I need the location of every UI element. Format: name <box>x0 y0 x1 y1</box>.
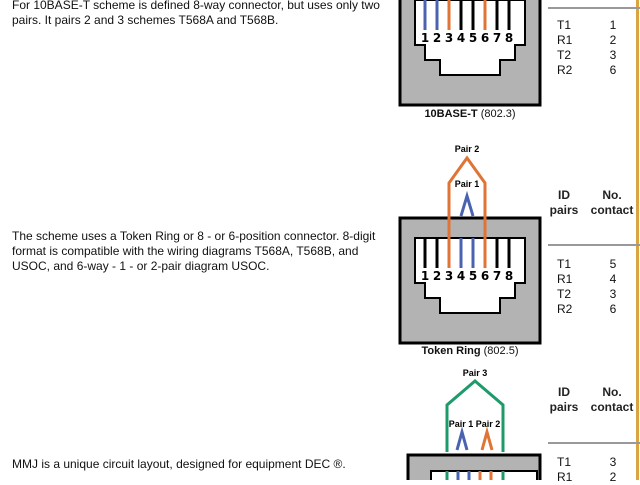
divider <box>548 7 640 9</box>
pair-id: R1 <box>557 470 573 484</box>
contact-number: 3 <box>609 287 617 301</box>
contact-number: 3 <box>609 48 617 62</box>
pin-table-10base-t <box>557 18 637 78</box>
pair-id: T1 <box>557 257 572 271</box>
contact-number: 2 <box>609 33 617 47</box>
pair-3-wire <box>447 381 503 452</box>
pair-id: R1 <box>557 272 573 286</box>
pin-number: 4 <box>456 31 466 45</box>
pin-number: 3 <box>444 31 454 45</box>
pin-number: 7 <box>492 269 502 283</box>
table-row <box>557 63 637 78</box>
header-no-contact: No. contact <box>590 385 634 414</box>
contact-number: 6 <box>609 63 617 77</box>
pin-number: 8 <box>504 269 514 283</box>
divider <box>548 244 640 246</box>
pin-table-token-ring <box>557 257 637 317</box>
divider <box>548 442 640 444</box>
table-row <box>557 33 637 48</box>
label-normal: (802.3) <box>480 108 516 120</box>
pin-table-mmj <box>557 455 637 485</box>
label-bold: 10BASE-T <box>424 108 478 120</box>
pin-number: 1 <box>420 31 430 45</box>
contact-number: 1 <box>609 18 617 32</box>
contact-number: 5 <box>609 257 617 271</box>
table-row <box>557 257 637 272</box>
pair-id: T1 <box>557 18 572 32</box>
description-mmj: MMJ is a unique circuit layout, designed for equipment DEC ®. <box>12 457 346 471</box>
pair-id: T2 <box>557 48 572 62</box>
contact-number: 4 <box>609 272 617 286</box>
pair-2-wire <box>482 432 492 450</box>
label-normal: (802.5) <box>483 345 519 357</box>
table-row <box>557 48 637 63</box>
contact-number: 2 <box>609 470 617 484</box>
header-id-pairs: ID pairs <box>549 385 579 414</box>
table-row <box>557 18 637 33</box>
pair-id: R2 <box>557 302 573 316</box>
table-row <box>557 272 637 287</box>
pair-id: R1 <box>557 33 573 47</box>
pair-1-label: Pair 1 <box>448 419 474 429</box>
pair-id: T1 <box>557 455 572 469</box>
description-token-ring: The scheme uses a Token Ring or 8 - or 6-position connector. 8-digit format is compatible with the wiring diagrams T568A, T568B, and USOC, and 6-way - 1 - or 2-pair diagram USOC. <box>12 229 376 273</box>
label-bold: Token Ring <box>421 345 481 357</box>
pin-number: 6 <box>480 31 490 45</box>
pin-number: 5 <box>468 269 478 283</box>
pin-number: 4 <box>456 269 466 283</box>
pin-number: 7 <box>492 31 502 45</box>
contact-number: 3 <box>609 455 617 469</box>
table-row <box>557 470 637 485</box>
pin-number: 1 <box>420 269 430 283</box>
label-token-ring <box>390 345 550 357</box>
pin-number: 3 <box>444 269 454 283</box>
pin-number: 8 <box>504 31 514 45</box>
table-row <box>557 455 637 470</box>
header-id-pairs: ID pairs <box>549 188 579 217</box>
label-10base-t <box>390 108 550 120</box>
pin-number: 2 <box>432 31 442 45</box>
pin-number: 6 <box>480 269 490 283</box>
pin-number: 2 <box>432 269 442 283</box>
table-row <box>557 302 637 317</box>
description-10base-t: For 10BASE-T scheme is defined 8-way connector, but uses only two pairs. It pairs 2 and 3 schemes T568A and T568B. <box>12 0 380 27</box>
pair-id: R2 <box>557 63 573 77</box>
table-row <box>557 287 637 302</box>
pin-number: 5 <box>468 31 478 45</box>
pair-id: T2 <box>557 287 572 301</box>
contact-number: 6 <box>609 302 617 316</box>
pair-2-label: Pair 2 <box>454 144 480 154</box>
pair-1-wire <box>461 196 473 216</box>
header-no-contact: No. contact <box>590 188 634 217</box>
pair-1-wire <box>457 432 467 450</box>
pair-2-label: Pair 2 <box>475 419 501 429</box>
pair-1-label: Pair 1 <box>454 179 480 189</box>
pair-3-label: Pair 3 <box>462 368 488 378</box>
